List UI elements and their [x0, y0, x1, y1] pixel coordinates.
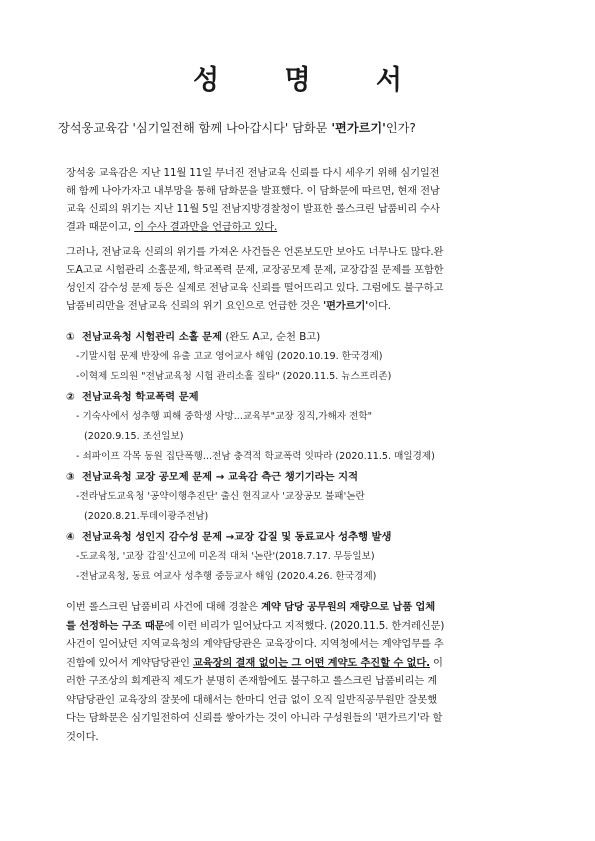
issue-title	[66, 467, 546, 487]
issue-number: ③	[66, 471, 75, 483]
paragraph-1-last-prefix: 결과 때문이고,	[66, 221, 135, 233]
paragraph-3-bold: 계약 담당 공무원의 재량으로 납품 업체	[261, 601, 436, 613]
paragraph-3-text: 이번 롤스크린 납품비리 사건에 대해 경찰은	[66, 601, 262, 613]
paragraph-2	[66, 243, 540, 315]
paragraph-2-last-suffix: 이다.	[368, 300, 391, 312]
paragraph-3-text: 에 이런 비리가 일어났다고 지적했다. (2020.11.5. 한겨레신문)	[164, 619, 445, 632]
paragraph-3-text: 이	[429, 656, 443, 669]
document-subtitle	[58, 119, 558, 136]
issue-title	[66, 327, 546, 347]
issue-number: ①	[66, 331, 75, 343]
paragraph-3-line	[66, 617, 540, 636]
paragraph-1	[66, 164, 540, 236]
issue-item: (2020.8.21.투데이광주전남)	[84, 511, 209, 522]
issue-item: -전남교육청, 동료 여교사 성추행 중등교사 해임 (2020.4.26. 한국경제)	[76, 571, 377, 582]
paragraph-2-line: 성인지 감수성 문제 등은 실제로 전남교육 신뢰를 떨어뜨리고 있다. 그럼에도 불구하고	[66, 282, 444, 294]
issue-item: -전라남도교육청 '공약이행추진단' 출신 현직교사 '교장공모 불패'논란	[76, 491, 365, 502]
issue-item: (2020.9.15. 조선일보)	[84, 431, 184, 442]
issue-section-3	[66, 467, 546, 527]
issue-number: ②	[66, 391, 75, 403]
issue-title	[66, 527, 546, 547]
paragraph-3-line	[66, 654, 540, 673]
paragraph-3	[66, 598, 540, 746]
paragraph-3-line: 것이다.	[66, 730, 99, 743]
paragraph-2-line: 도A고교 시험관리 소홀문제, 학교폭력 문제, 교장공모제 문제, 교장갑질 문제를 포함한	[66, 264, 444, 276]
paragraph-1-line: 장석웅 교육감은 지난 11월 11일 무너진 전남교육 신뢰를 다시 세우기 위해 심기일전	[66, 167, 440, 179]
paragraph-3-line	[66, 598, 540, 617]
issue-title	[66, 387, 546, 407]
issue-title-text: 전남교육청 교장 공모제 문제 → 교육감 측근 챙기기라는 지적	[82, 471, 359, 483]
document-title: 성 명 서	[192, 65, 431, 96]
issue-number: ④	[66, 531, 75, 543]
issue-item: - 쇠파이프 각목 동원 집단폭행...전남 충격적 학교폭력 잇따라 (2020.11.5. 매일경제)	[76, 451, 435, 462]
issue-list	[66, 327, 546, 587]
paragraph-1-line	[66, 218, 540, 236]
subtitle-bold: '편가르기'	[331, 121, 386, 135]
issue-section-4	[66, 527, 546, 587]
issue-item: -도교육청, '교장 갑질'신고에 미온적 대처 '논란'(2018.7.17. 무등일보)	[76, 551, 375, 562]
paragraph-2-line: 그러나, 전남교육 신뢰의 위기를 가져온 사건들은 언론보도만 보아도 너무나도 많다.완	[66, 246, 444, 258]
paragraph-1-underlined: 이 수사 결과만을 언급하고 있다.	[134, 221, 278, 233]
issue-section-2	[66, 387, 546, 467]
issue-section-1	[66, 327, 546, 387]
issue-item: -이혁제 도의원 "전남교육청 시험 관리소홀 질타" (2020.11.5. 뉴스프리존)	[76, 371, 392, 382]
issue-item: -기말시험 문제 반장에 유출 고교 영어교사 해임 (2020.10.19. 한국경제)	[76, 351, 383, 362]
paragraph-1-line: 교육 신뢰의 위기는 지난 11월 5일 전남지방경찰청이 발표한 롤스크린 납품비리 수사	[66, 203, 440, 215]
paragraph-3-bold-underlined: 교육장의 결재 없이는 그 어떤 계약도 추진할 수 없다.	[192, 656, 430, 669]
paragraph-3-line: 러한 구조상의 회계관직 제도가 분명히 존재함에도 불구하고 롤스크린 납품비리는 계	[66, 675, 437, 687]
paragraph-2-line	[66, 297, 540, 315]
issue-item: - 기숙사에서 성추행 피해 중학생 사망...교육부"교장 징직,가해자 전학"	[76, 411, 373, 422]
subtitle-suffix: 인가?	[385, 121, 416, 135]
paragraph-3-bold: 를 선정하는 구조 때문	[66, 619, 165, 632]
paragraph-1-line: 해 함께 나아가자고 내부망을 통해 담화문을 발표했다. 이 담화문에 따르면, 현재 전남	[66, 185, 440, 197]
issue-title-text: 전남교육청 학교폭력 문제	[82, 391, 199, 403]
paragraph-3-line: 약담당관인 교육장의 잘못에 대해서는 한마디 언급 없이 오직 일반직공무원만 잘못했	[66, 693, 437, 706]
issue-title-text: 전남교육청 시험관리 소홀 문제	[82, 331, 223, 343]
paragraph-3-line: 사건이 일어났던 지역교육청의 계약담당관은 교육장이다. 지역청에서는 계약업무를 추	[66, 638, 444, 650]
paragraph-3-text: 진함에 있어서 계약담당관인	[66, 656, 193, 669]
paragraph-2-bold: '편가르기'	[322, 300, 369, 312]
paragraph-3-line: 다는 담화문은 심기일전하여 신뢰를 쌓아가는 것이 아니라 구성원들의 '편가르기'라 할	[66, 712, 443, 724]
paragraph-2-last-prefix: 납품비리만을 전남교육 신뢰의 위기 요인으로 언급한 것은	[66, 300, 323, 312]
subtitle-prefix: 장석웅교육감 '심기일전해 함께 나아갑시다' 담화문	[58, 121, 332, 135]
issue-title-text: 전남교육청 성인지 감수성 문제 →교장 갑질 및 동료교사 성추행 발생	[82, 531, 392, 543]
issue-title-extra: (완도 A고, 순천 B고)	[222, 331, 321, 343]
